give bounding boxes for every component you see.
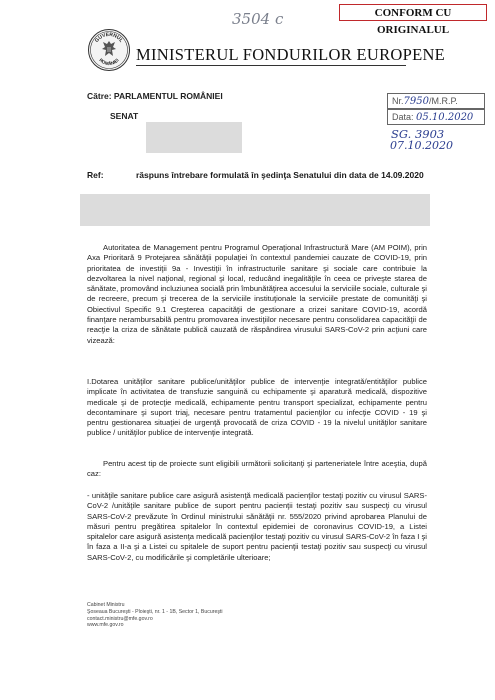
footer-contact	[87, 602, 287, 629]
paragraph-intro: Autoritatea de Management pentru Programul Operaţional Infrastructură Mare (AM POIM), prin Axa Prioritară 9 Protejarea sănătăţii populaţiei în contextul pandemiei cauzate de COVID-19, prin prioritatea de investiţii 9a - Investiţii în infrastructurile sanitare şi sociale care contribuie la dezvoltarea la nivel naţional, regional şi local, reducând inegalităţile în ceea ce priveşte starea de sănătate, promovând incluziunea socială prin îmbunătăţirea accesului la serviciile sociale, culturale şi de recreere, precum şi trecerea de la serviciile instituţionale la serviciile prestate de comunităţi şi Obiectivul Specific 9.1 Creşterea capacităţii de gestionare a crizei sanitare COVID-19, acordă finanţare nerambursabilă pentru promovarea investiţiilor necesare pentru consolidarea capacităţii de reacţie la criza de sănătate publică cauzată de răspândirea virusului SARS-CoV-2 prin acţiuni care vizează:	[87, 243, 427, 345]
ministry-title: MINISTERUL FONDURILOR EUROPENE	[136, 45, 446, 64]
footer-email: contact.ministru@mfe.gov.ro	[87, 615, 153, 622]
redacted-salutation	[80, 194, 430, 226]
footer-website: www.mfe.gov.ro	[87, 622, 124, 629]
ref-label: Ref:	[87, 170, 104, 180]
senate-registration-date: 07.10.2020	[390, 139, 453, 152]
senate-registration-number: SG. 3903	[391, 127, 445, 141]
paragraph-eligible-units: - unităţile sanitare publice care asigură asistenţă medicală pacienţilor testaţi pozitiv cu virusul SARS-CoV-2 /unităţile sanitare publice de suport pentru pacienţii testaţi pozitiv sau suspecţi cu virusul SARS-CoV-2 prevăzute în Ordinul ministrului sănătăţii nr. 555/2020 privind aprobarea Planului de măsuri pentru pregătirea spitalelor în contextul epidemiei de coronavirus COVID-19, a Listei spitalelor care asigură asistenţa medicală pacienţilor testaţi pozitiv cu virusul SARS-CoV-2 în faza I şi în faza a II-a şi a Listei cu spitalele de suport pentru pacienţii testaţi pozitiv sau suspecţi cu virusul SARS-CoV-2, cu modificările şi completările ulterioare;	[87, 491, 427, 562]
addressee-line: Către: PARLAMENTUL ROMÂNIEI	[87, 91, 223, 101]
paragraph-eligibility-intro: Pentru acest tip de proiecte sunt eligibili următorii solicitanţi şi parteneriatele între aceştia, după caz:	[87, 459, 427, 479]
footer-cabinet: Cabinet Ministru	[87, 602, 125, 608]
conform-stamp: CONFORM CU ORIGINALUL	[339, 4, 487, 21]
registration-date-box: Data: 05.10.2020	[387, 109, 485, 125]
government-seal-icon	[88, 29, 130, 71]
handwritten-document-number: 3504 c	[232, 10, 284, 28]
registration-number-box: Nr.7950/M.R.P.	[387, 93, 485, 109]
redacted-recipient-name	[146, 122, 242, 153]
header-divider	[136, 65, 406, 66]
addressee-chamber: SENAT	[110, 111, 139, 121]
svg-text:GUVERNUL: GUVERNUL	[93, 31, 125, 44]
footer-address: Şoseaua Bucureşti - Ploieşti, nr. 1 - 1B, Sector 1, Bucureşti	[87, 608, 223, 615]
ref-text: răspuns întrebare formulată în şedinţa Senatului din data de 14.09.2020	[136, 170, 424, 180]
svg-text:ROMÂNIEI: ROMÂNIEI	[98, 57, 120, 67]
paragraph-action-one: I.Dotarea unităţilor sanitare publice/unităţilor publice de intervenţie integrată/entităţilor publice implicate în activitatea de transfuzie sanguină cu echipamente şi aparatură medicală, dispozitive medicale şi de protecţie medicală, echipamente pentru transport specializat, echipamente pentru decontaminare şi suport triaj, necesare pentru tratamentul pacienţilor cu infecţie COVID - 19 şi pentru gestionarea situaţiei de urgenţă provocată de criza COVID - 19 la nivelul unităţilor sanitare publice / unităţilor publice de intervenţie integrată.	[87, 377, 427, 438]
